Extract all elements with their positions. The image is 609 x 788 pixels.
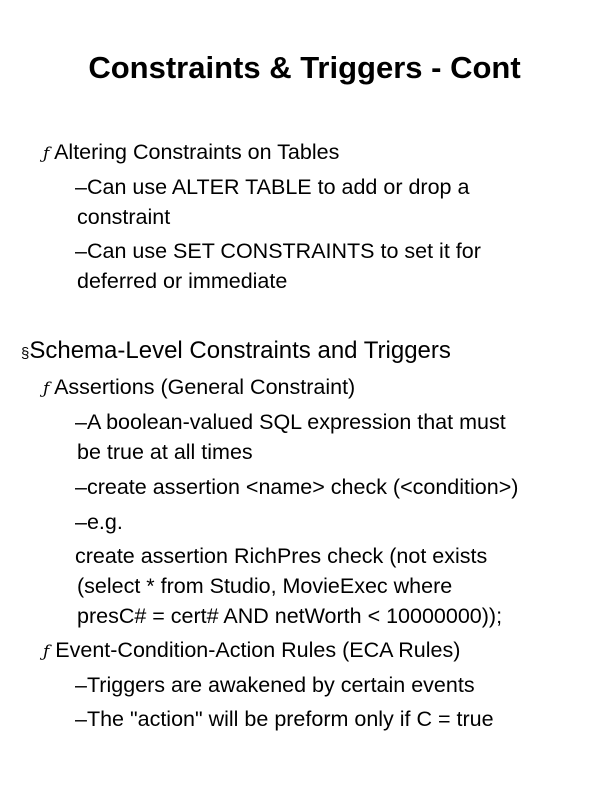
bullet-f-icon: ƒ (43, 642, 50, 662)
section-altering-constraints (43, 139, 339, 167)
list-item (75, 174, 469, 200)
dash-bullet: – (75, 707, 87, 731)
section-schema-level (21, 336, 451, 369)
dash-bullet: – (75, 239, 87, 263)
bullet-f-icon: ƒ (43, 144, 50, 164)
list-item (75, 238, 481, 264)
code-example-line: presC# = cert# AND netWorth < 10000000)); (77, 604, 503, 628)
dash-bullet: – (75, 510, 87, 534)
section-heading: Schema-Level Constraints and Triggers (29, 337, 451, 364)
bullet-section-icon: § (21, 345, 30, 362)
dash-bullet: – (75, 175, 87, 199)
dash-bullet: – (75, 475, 87, 499)
list-item-text: A boolean-valued SQL expression that must (86, 410, 506, 434)
subsection-assertions (43, 374, 355, 402)
list-item-text: Can use SET CONSTRAINTS to set it for (86, 239, 481, 263)
list-item-text: e.g. (86, 510, 123, 534)
list-item (75, 474, 518, 500)
dash-bullet: – (75, 410, 87, 434)
subsection-heading: Event-Condition-Action Rules (ECA Rules) (55, 638, 461, 662)
list-item-text: Can use ALTER TABLE to add or drop a (86, 175, 470, 199)
list-item-continuation: constraint (77, 205, 171, 229)
bullet-f-icon: ƒ (43, 379, 50, 399)
list-item-continuation: be true at all times (77, 440, 253, 464)
list-item (75, 672, 475, 698)
code-example-line: create assertion RichPres check (not exists (75, 544, 488, 568)
list-item-continuation: deferred or immediate (77, 269, 288, 293)
list-item-text: Triggers are awakened by certain events (86, 673, 475, 697)
list-item (75, 409, 506, 435)
list-item-text: create assertion <name> check (<condition>) (86, 475, 519, 499)
code-example-line: (select * from Studio, MovieExec where (77, 574, 453, 598)
slide-title: Constraints & Triggers - Cont (88, 50, 521, 85)
subsection-heading: Assertions (General Constraint) (54, 375, 356, 399)
dash-bullet: – (75, 673, 87, 697)
list-item (75, 706, 494, 732)
list-item-text: The "action" will be preform only if C = true (86, 707, 494, 731)
subsection-eca-rules (43, 637, 460, 665)
section-heading: Altering Constraints on Tables (54, 140, 340, 164)
list-item (75, 509, 123, 535)
